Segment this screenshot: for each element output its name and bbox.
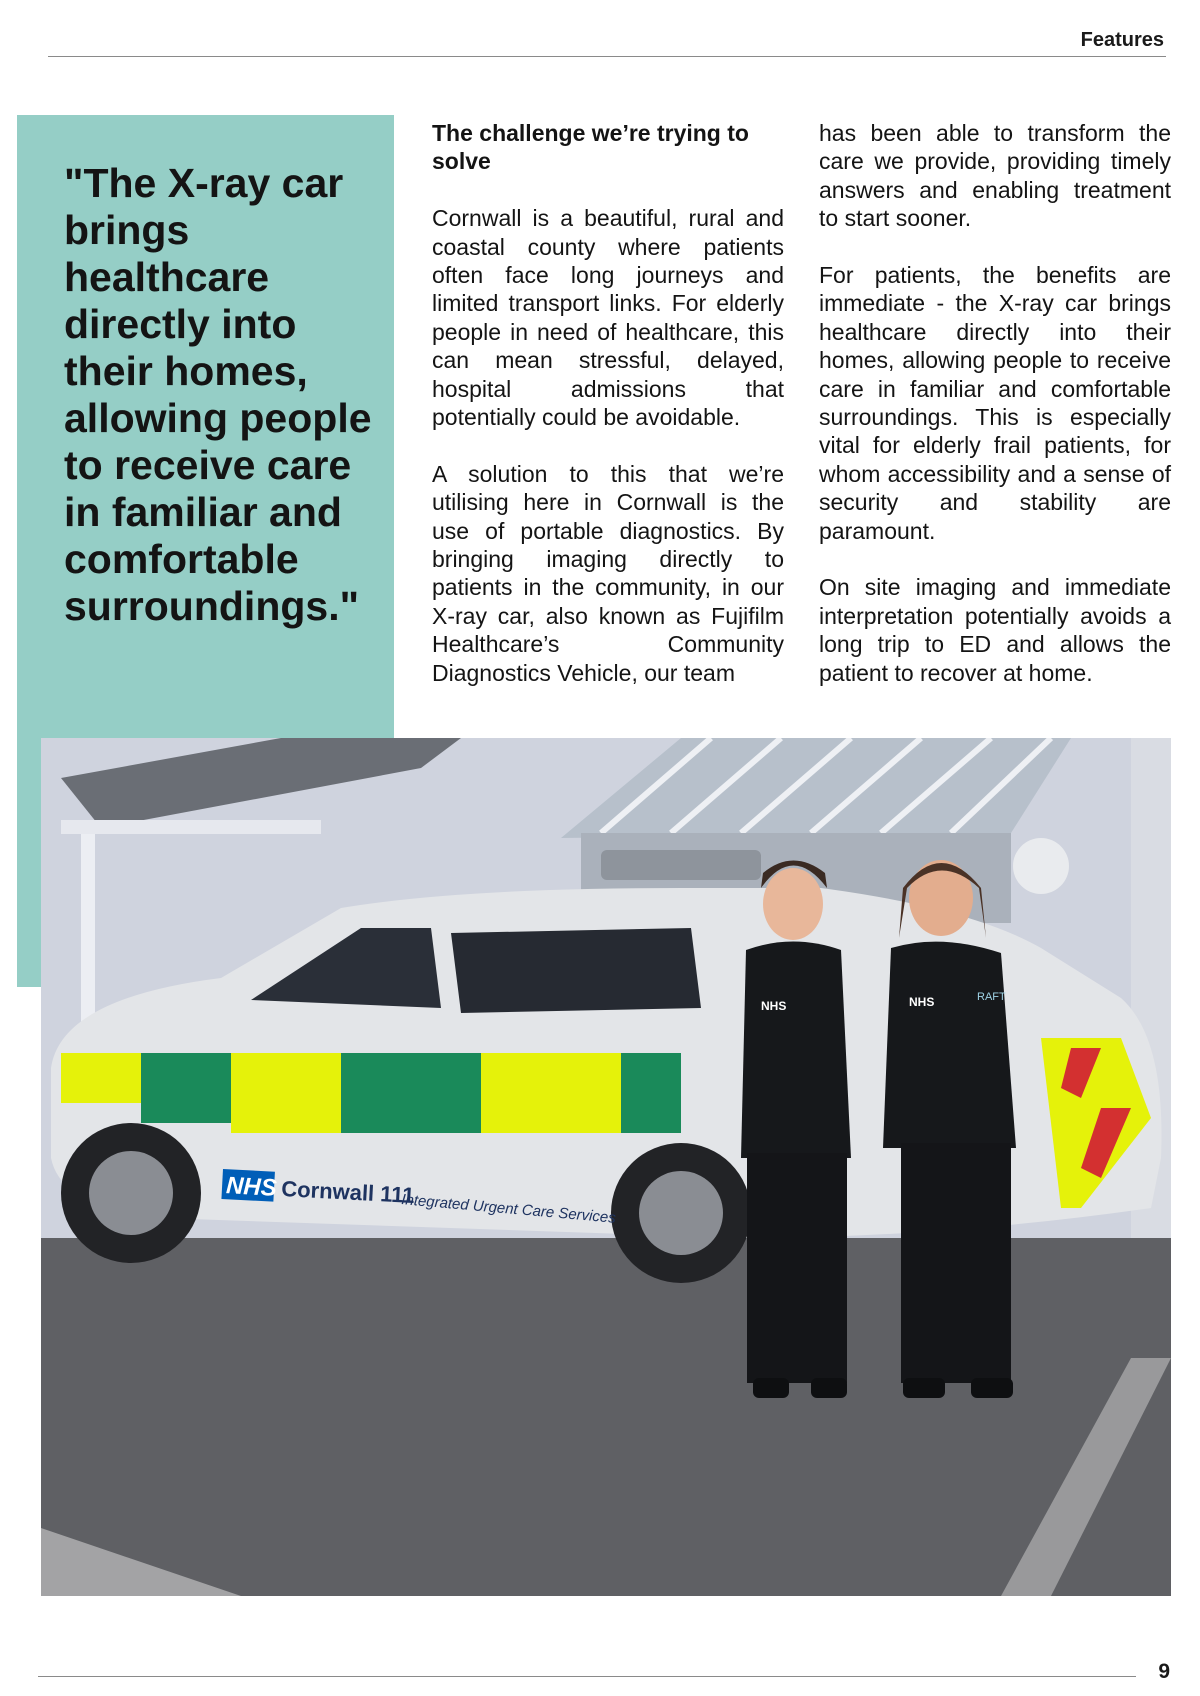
car-nhs-text: NHS <box>225 1172 278 1202</box>
article-column-left <box>432 119 784 715</box>
article-paragraph-3: For patients, the benefits are immediate - the X-ray car brings healthcare directly into their homes, allowing people to receive care in familiar and comfortable surroundings. This is especially vital for elderly frail patients, for whom accessibility and a sense of security and stability are paramount. <box>819 262 1171 544</box>
pull-quote: "The X-ray car brings healthcare directly into their homes, allowing people to receive care in familiar and comfortable surroundings." <box>64 160 372 629</box>
bottom-rule <box>38 1676 1136 1677</box>
article-paragraph-2-part-1: A solution to this that we’re utilising here in Cornwall is the use of portable diagnostics. By bringing imaging directly to patients in the community, in our X-ray car, also known as Fujifilm Healthcare’s Community Diagnostics Vehicle, our team <box>432 460 784 686</box>
section-label: Features <box>1080 29 1164 51</box>
article-paragraph-2-part-2: has been able to transform the care we provide, providing timely answers and enabling treatment to start sooner. <box>819 120 1171 232</box>
article-heading: The challenge we’re trying to solve <box>432 120 749 175</box>
page-number: 9 <box>1158 1660 1170 1683</box>
top-rule <box>48 56 1166 57</box>
uniform-badge-right: RAFT <box>977 991 1006 1003</box>
car-subtitle: Integrated Urgent Care Services <box>400 1191 617 1227</box>
light-bar <box>601 850 761 880</box>
uniform-nhs-text-left: NHS <box>761 999 787 1013</box>
article-photo <box>41 738 1171 1596</box>
article-paragraph-1: Cornwall is a beautiful, rural and coastal county where patients often face long journeys and limited transport links. For elderly people in need of healthcare, this can mean stressful, delayed, hospital admissions that potentially could be avoidable. <box>432 205 784 431</box>
car-name: Cornwall 111 <box>280 1176 416 1208</box>
wall-light <box>1013 838 1069 894</box>
article-paragraph-4: On site imaging and immediate interpretation potentially avoids a long trip to ED and allows the patient to recover at home. <box>819 574 1171 686</box>
article-column-right <box>819 119 1171 715</box>
uniform-nhs-text-right: NHS <box>909 995 935 1009</box>
photo-illustration <box>41 738 1171 1596</box>
